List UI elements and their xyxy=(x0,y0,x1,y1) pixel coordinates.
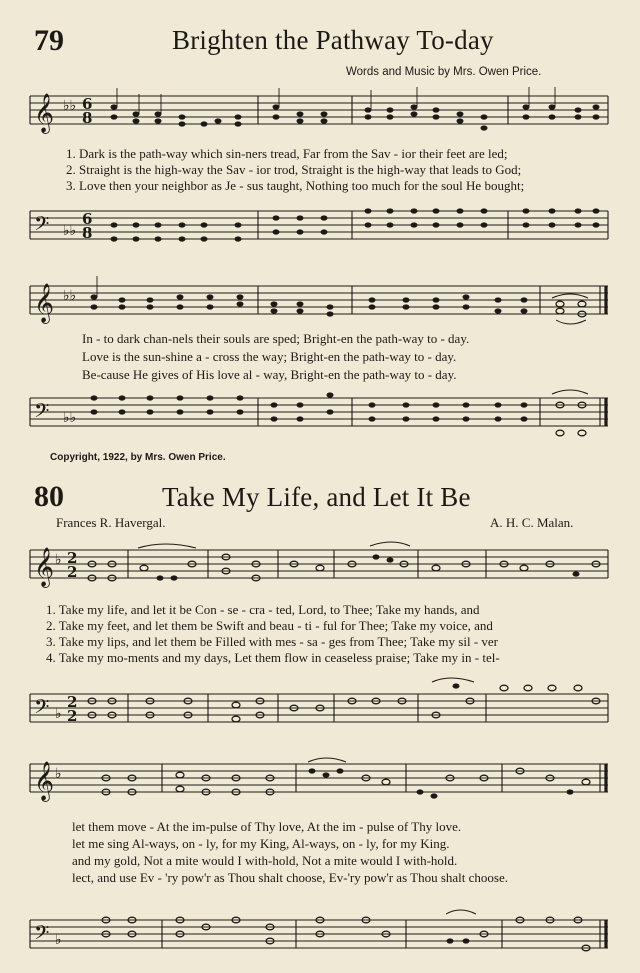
hymn-80-bass-staff-1 xyxy=(30,688,610,738)
svg-text:2: 2 xyxy=(67,563,78,581)
svg-text:𝄢: 𝄢 xyxy=(34,399,50,427)
hymn-79-notes-bass-2 xyxy=(91,390,589,436)
svg-text:♭: ♭ xyxy=(55,766,62,782)
hymn-79-verse1-line2: In - to dark chan-nels their souls are sped; Bright-en the path-way to - day. xyxy=(82,331,470,346)
svg-text:♭♭: ♭♭ xyxy=(63,410,77,426)
hymn-80-music-credit: A. H. C. Malan. xyxy=(490,515,574,530)
svg-text:𝄞: 𝄞 xyxy=(34,547,55,587)
hymn-80-verse1-line2: let them move - At the im-pulse of Thy love, At the im - pulse of Thy love. xyxy=(72,819,462,834)
hymn-79-copyright: Copyright, 1922, by Mrs. Owen Price. xyxy=(50,452,226,463)
hymn-80-treble-staff-1 xyxy=(30,540,610,600)
svg-text:2: 2 xyxy=(67,707,78,725)
hymn-79-title: Brighten the Pathway To-day xyxy=(172,25,494,55)
svg-text:𝄢: 𝄢 xyxy=(34,695,50,723)
svg-text:𝄞: 𝄞 xyxy=(34,761,55,801)
hymn-80-verse2-line1: 2. Take my feet, and let them be Swift and beau - ti - ful for Thee; Take my voice, and xyxy=(46,618,493,633)
hymn-80-bass-staff-2 xyxy=(30,914,610,964)
hymn-79-verse3-line1: 3. Love then your neighbor as Je - sus taught, Nothing too much for the soul He bought; xyxy=(66,178,525,193)
svg-text:♭♭: ♭♭ xyxy=(63,288,77,304)
svg-text:♭♭: ♭♭ xyxy=(63,223,77,239)
hymn-80-treble-staff-2 xyxy=(30,758,610,818)
svg-text:8: 8 xyxy=(82,224,93,242)
hymn-80-lyrics-line2 xyxy=(72,818,508,886)
hymn-79-bass-staff-2 xyxy=(30,392,610,442)
hymn-80-notes-bass-2 xyxy=(102,910,590,951)
hymn-80-verse4-line2: lect, and use Ev - 'ry pow'r as Thou shalt choose, Ev-'ry pow'r as Thou shalt choose. xyxy=(72,870,508,885)
hymn-79-verse2-line2: Love is the sun-shine a - cross the way; Bright-en the path-way to - day. xyxy=(82,349,457,364)
hymn-79-bass-staff-1 xyxy=(30,205,610,255)
hymn-80-verse2-line2: let me sing Al-ways, on - ly, for my King, Al-ways, on - ly, for my King. xyxy=(72,836,450,851)
hymn-80-verse3-line1: 3. Take my lips, and let them be Filled with mes - sa - ges from Thee; Take my sil - ver xyxy=(46,634,499,649)
hymn-79-verse2-line1: 2. Straight is the high-way the Sav - ior trod, Straight is the high-way that leads to God; xyxy=(66,162,522,177)
hymn-80-lyrics-line1 xyxy=(46,602,500,666)
svg-text:𝄞: 𝄞 xyxy=(34,283,55,323)
hymn-80-number: 80 xyxy=(34,480,64,513)
svg-text:𝄞: 𝄞 xyxy=(34,93,55,133)
hymn-79-lyrics-line2 xyxy=(82,330,469,384)
hymn-79-verse1-line1: 1. Dark is the path-way which sin-ners tread, Far from the Sav - ior their feet are led; xyxy=(66,146,508,161)
hymn-80-verse3-line2: and my gold, Not a mite would I with-hold, Not a mite would I with-hold. xyxy=(72,853,458,868)
hymn-80-verse1-line1: 1. Take my life, and let it be Con - se - cra - ted, Lord, to Thee; Take my hands, and xyxy=(46,602,480,617)
hymn-79-lyrics-line1 xyxy=(66,146,524,194)
hymn-80-verse4-line1: 4. Take my mo-ments and my days, Let them flow in ceaseless praise; Take my in - tel- xyxy=(46,650,500,665)
hymn-79-credit: Words and Music by Mrs. Owen Price. xyxy=(346,66,542,78)
hymn-80-words-credit: Frances R. Havergal. xyxy=(56,515,166,530)
svg-text:6: 6 xyxy=(82,210,93,228)
hymn-79-treble-staff-1 xyxy=(30,90,610,140)
svg-text:♭: ♭ xyxy=(55,552,62,568)
svg-text:2: 2 xyxy=(67,693,78,711)
svg-text:6: 6 xyxy=(82,95,93,113)
svg-text:𝄢: 𝄢 xyxy=(34,921,50,949)
svg-text:♭: ♭ xyxy=(55,706,62,722)
svg-text:8: 8 xyxy=(82,109,93,127)
svg-text:♭♭: ♭♭ xyxy=(63,98,77,114)
hymn-79-treble-staff-2 xyxy=(30,280,610,330)
svg-text:𝄢: 𝄢 xyxy=(34,212,50,240)
hymn-79-number: 79 xyxy=(34,24,64,57)
hymn-80-notes-treble-1 xyxy=(88,542,600,581)
svg-text:2: 2 xyxy=(67,549,78,567)
hymn-80-title: Take My Life, and Let It Be xyxy=(162,482,471,512)
svg-text:♭: ♭ xyxy=(55,932,62,948)
hymn-79-verse3-line2: Be-cause He gives of His love al - way, Bright-en the path-way to - day. xyxy=(82,367,457,382)
